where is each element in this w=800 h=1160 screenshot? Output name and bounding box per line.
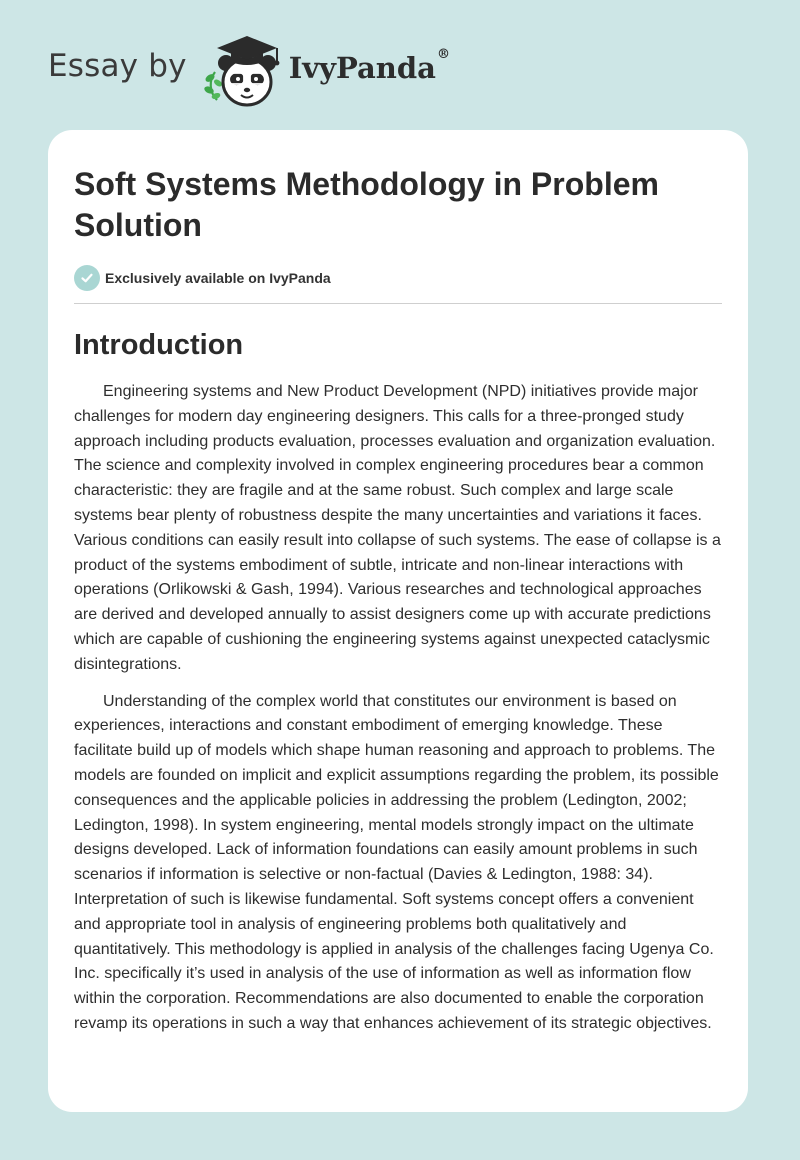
exclusive-badge [74,265,722,291]
essay-by-label: Essay by [48,48,187,84]
exclusive-label: Exclusively available on IvyPanda [105,270,331,286]
check-circle-icon [74,265,100,291]
essay-title: Soft Systems Methodology in Problem Solution [74,166,659,243]
brand-header [48,30,450,110]
paragraph-2: Understanding of the complex world that constitutes our environment is based on experiences, interactions and constant embodiment of emerging knowledge. These facilitate build up of models which shape human reasoning and approach to problems. The models are founded on implicit and explicit assumptions regarding the problem, its possible consequences and the applicable policies in addressing the problem (Ledington, 2002; Ledington, 1998). In system engineering, mental models strongly impact on the ultimate designs developed. Lack of information foundations can easily amount problems in such scenarios if information is selective or non-factual (Davies & Ledington, 1988: 34). Interpretation of such is likewise fundamental. Soft systems concept offers a convenient and appropriate tool in analysis of engineering problems both qualitatively and quantitatively. This methodology is applied in analysis of the challenges facing Ugenya Co. Inc. specifically it’s used in analysis of the use of information as well as information flow within the corporation. Recommendations are also documented to enable the corporation revamp its operations in such a way that enhances achievement of its strategic objectives. [74,692,719,1032]
divider [74,303,722,304]
registered-mark: ® [436,47,450,62]
essay-card [48,130,748,1112]
brand-name [288,47,450,85]
paragraph-1: Engineering systems and New Product Development (NPD) initiatives provide major challenges for modern day engineering designers. This calls for a three-pronged study approach including products evaluation, processes evaluation and organization evaluation. The science and complexity involved in complex engineering procedures bear a common characteristic: they are fragile and at the same robust. Such complex and large scale systems bear plenty of robustness despite the many uncertainties and variations it faces. Various conditions can easily result into collapse of such systems. The ease of collapse is a product of the systems embodiment of subtle, intricate and non-linear interactions with operations (Orlikowski & Gash, 1994). Various researches and technological approaches are derived and developed annually to assist designers come up with accurate predictions which are capable of cushioning the engineering systems against unexpected cataclysmic disintegrations. [74,383,721,673]
section-heading: Introduction [74,329,244,361]
brand-name-text: IvyPanda [288,51,436,85]
panda-graduate-icon [201,30,287,110]
